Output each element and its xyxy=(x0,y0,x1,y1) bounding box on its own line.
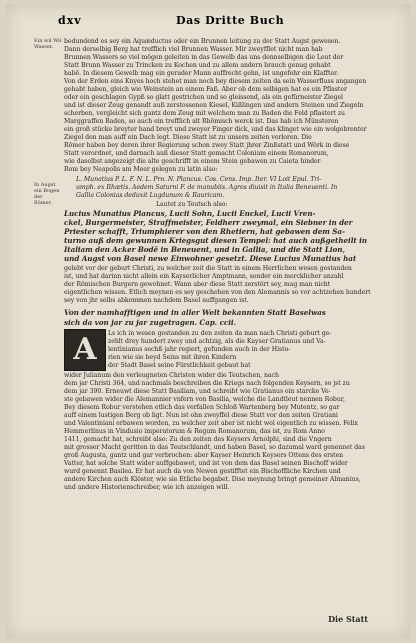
text-line: und andere Historienschreiber, wie ich anzeigen will. xyxy=(64,484,230,491)
text-line: andere Kirchen auch Klöster, wie sie Etliche begabet. Dise meynung bringt gemeiner Almanius, xyxy=(64,476,361,483)
chapter-heading: Von der namhafftigen und in aller Welt bekannten Statt Baselwas xyxy=(64,309,326,317)
text-line: der Stadt Basel seine Fürstlichkeit gebaut hat xyxy=(108,362,251,369)
body-text xyxy=(6,4,410,639)
margin-note-2: In Augst ein Bogen der Römer. xyxy=(34,182,60,206)
text-line: ste gebawen wider die Alemannier vnfern von Basilia, welche die Landtleut nennen Robur, xyxy=(64,396,345,403)
text-line: Bey diesem Robur verstehen etlich das verfallen Schloß Wartenberg bey Mutentz, so gar xyxy=(64,404,340,411)
latin-inscription-line: umph. ex Rhætis. Aedem Saturni F. de manubiis. Agros diuisit in Italia Beneuenti. In xyxy=(76,184,338,191)
text-line: eigentlichen wissen. Etlich meynen es sey geschehen von den Alemannis so vor achtzehen hundert xyxy=(64,289,371,296)
text-line: Statt Brunn Wasser zu Trincken zu Kochen und zu allem andern brauch genug gehabt xyxy=(64,62,331,69)
book-page xyxy=(6,4,410,639)
text-line: rien wie sie beyd Seins mit ihren Kindern xyxy=(108,354,237,361)
translation-line: Italiam den Acker Bodē in Beneuent, und in Gallia, und die Statt Lion, xyxy=(64,246,345,254)
text-line: zehlt drey hundert zwey und achtzig, als die Kayser Gratianus und Va- xyxy=(108,338,326,345)
page-number: dxv xyxy=(58,14,82,27)
text-line: Marggraffen Baden, so auch ein trefflich alt Rhömisch werck ist. Das hab ich Münsteren xyxy=(64,118,339,125)
text-line: 1411, gemacht hat, schreibt also: Zu den zeiten des Keysers Arnolphi, sind die Vngern xyxy=(64,436,332,443)
text-line: Brunnen Wassers so viel mögen geleiten in das Gewelb das uns dennselbigen die Leut der xyxy=(64,54,344,61)
text-line: lentinianus sechß jahr regiert, gefunden auch in der Histo- xyxy=(108,346,291,353)
text-line: ist, und hat darinn nicht allein ein Kayserlicher Amptmann, sonder ein mercklicher anzahl xyxy=(64,273,344,280)
latin-inscription-line: L. Munatius P. L. F. N. L. Pro. N. Plancus. Cos. Cens. Imp. Iter. VI Loit Epul. Tri- xyxy=(76,176,322,183)
text-line: und Valentiniani erbawen worden, zu welcher zeit aber ist nicht wol eigentlich zu wissen. Felix xyxy=(64,420,358,427)
text-line: scherben, vergleicht sich gantz dem Zeug mit welchem man zu Baden die Feld pflastert zu xyxy=(64,110,345,117)
text-line: Ls ich in wesen gestanden zu den zeiten da man nach Christi geburt ge- xyxy=(108,330,332,337)
book-title: Das Dritte Buch xyxy=(176,14,285,27)
translation-line: ckel, Burgermeister, Straffmeister, Feldherr zweymal, ein Siebner in der xyxy=(64,219,353,227)
latin-inscription-line: Gallia Colonias deduxit Lugdunum & Rauricam. xyxy=(76,192,225,199)
text-line: Vatter, hat solche Statt wider auffgebawet, und ist von dem das Basel seinen Bischoff wider xyxy=(64,460,348,467)
text-line: Ziegel den man auff ein Dach legt. Diese Statt ist zu unsern zeiten verloren. Die xyxy=(64,134,312,141)
text-line: wie daselbst angezeigt die alte geschrifft in einem Stein gehawen zu Caieta hinder xyxy=(64,158,321,165)
text-line: dem jar 390. Erneuwt diese Statt Basiliam, und schreibt wie Gratianus ein starcke Ve- xyxy=(64,388,331,395)
translation-line: turno auß dem gewunnen Kriegsgut diesen Tempel: hat auch außgetheilt in xyxy=(64,237,367,245)
chapter-heading: sich da von jar zu jar zugetragen. Cap. ccii. xyxy=(64,319,237,327)
text-line: dem jar Christi 364, und nachmals beschreiben die Kriegs nach folgenden Keysern, so jst zu xyxy=(64,380,350,387)
drop-cap xyxy=(64,329,106,371)
translation-caption: Lautet zu Teutsch also: xyxy=(156,201,228,208)
text-line: und ist dieser Zeug genandt auß zerstossenen Kiesel, Kißlingen und andern Steinen und Ziegeln xyxy=(64,102,364,109)
text-line: Dann derselbig Berg hat trefflich viel Brunnen Wasser. Mir zweyfflet nicht man hab xyxy=(64,46,323,53)
text-line: gehabt haben, gleich wie Weinstein an einem Faß. Aber ob dem selbigen hat es ein Pflaster xyxy=(64,86,347,93)
text-line: wurd genennt Basilea. Er hat auch da von Newen gestifftet ein Bischoffliche Kirchen und xyxy=(64,468,341,475)
text-line: mit grosser Macht geritten in das Teutschlandt, und haben Basel, so dazumal ward genennet das xyxy=(64,444,365,451)
margin-note-1: Ein wil Wil Wasser. xyxy=(34,38,62,50)
text-line: habē. In diesem Gewelb mag ein gerader Mann auffrecht gehn, ist ungefehr ein Klaffter. xyxy=(64,70,339,77)
catchword: Die Statt xyxy=(328,614,368,624)
drop-cap-letter: A xyxy=(73,332,97,367)
text-line: Rom bey Neapolis am Meer gelegen zu latin also: xyxy=(64,166,218,173)
translation-line: und Augst von Basel newe Einwohner gesetzt. Diese Lucius Munatius hat xyxy=(64,255,357,263)
text-line: der Römischen Burgern gewohnet. Wann aber diese Statt zerstört sey, mag man nicht xyxy=(64,281,331,288)
text-line: gelebt vor der geburt Christi, zu welcher zeit die Statt in einem Herrlichen wesen gestanden xyxy=(64,265,352,272)
translation-line: Lucius Munatius Plancus, Lucii Sohn, Lucii Enckel, Lucii Vren- xyxy=(64,210,316,218)
text-line: ein groß stücke breyter hand breyt und zweyer Finger dick, und das klinget wie ein wolgebrenter xyxy=(64,126,367,133)
text-line: Hemmerlinus in Vindusio imperatorum & Regum Romanorum, das ist, zu Rom Anno xyxy=(64,428,325,435)
text-line: Römer haben bey deren ihrer Regierung schon zwey Statt jhrer Zinßstatt und Wörk in diese xyxy=(64,142,350,149)
text-line: Von der Erden eins Knyes hoch stehet man noch bey diesem zeiten da sein Wasserfluss angangen xyxy=(64,78,367,85)
text-line: wider Julianum den verleugneten Christen wider die Teutschen, nach xyxy=(64,372,279,379)
text-line: oder ein geschlagen Gypß so glatt gestrichen und so gleissend, als ein gefürneister Ziegel xyxy=(64,94,343,101)
text-line: Statt verordnet, und darnach auß dieser Statt gemacht Coloniam einem Romanorum, xyxy=(64,150,329,157)
translation-line: Priester schafft, Triumphierer von den Rhetiern, hat gebawen dem Sa- xyxy=(64,228,345,236)
text-line: groß Augusta, gantz und gar verbrochen: aber Kayser Heinrich Keysers Ottens des ersten xyxy=(64,452,344,459)
text-line: bedundend es sey ein Aquæductus oder ein Brunnen leitung zu der Statt Augst gewesen. xyxy=(64,38,341,45)
text-line: auff einem lustigen Berg ob ligt. Nun ist ohn zweyffel diese Statt vor den zeiten Gratiani xyxy=(64,412,338,419)
text-line: sey von jhr selbs abkommen nachdem Basel auffgangen ist. xyxy=(64,297,249,304)
